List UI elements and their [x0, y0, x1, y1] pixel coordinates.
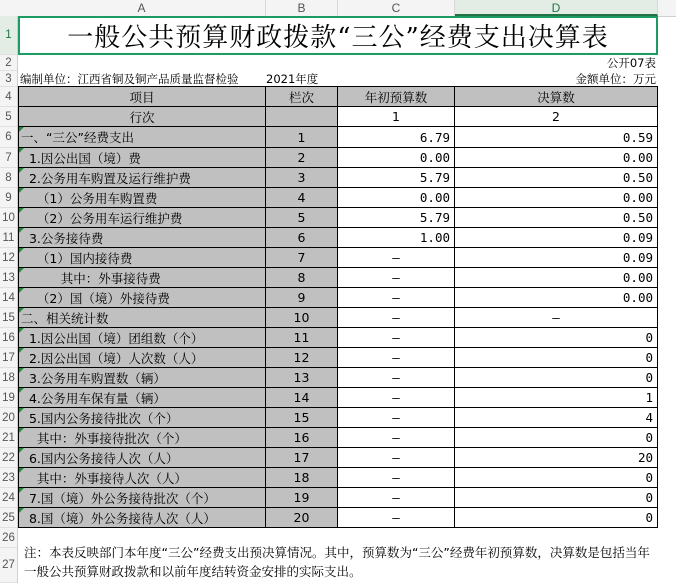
budget-value[interactable]: – [338, 248, 455, 268]
row-number[interactable]: 11 [266, 328, 338, 348]
table-note[interactable]: 注：本表反映部门本年度“三公”经费支出预决算情况。其中，预算数为“三公”经费年初预算数，决算数是包括当年一般公共预算财政拨款和以前年度结转资金安排的实际支出。 [24, 545, 650, 579]
row-header-20[interactable]: 20 [0, 408, 17, 428]
row-number[interactable]: 4 [266, 188, 338, 208]
item-label[interactable]: 2.公务用车购置及运行维护费 [18, 168, 266, 188]
row-header-5[interactable]: 5 [0, 107, 17, 127]
item-label[interactable]: 5.国内公务接待批次（个） [18, 408, 266, 428]
row-number[interactable]: 6 [266, 228, 338, 248]
final-value[interactable]: 0.50 [455, 208, 658, 228]
budget-value[interactable]: – [338, 288, 455, 308]
budget-value[interactable]: – [338, 448, 455, 468]
row-number[interactable]: 16 [266, 428, 338, 448]
column-header-a[interactable]: A [18, 0, 266, 16]
header-final[interactable]: 决算数 [455, 87, 658, 107]
row-header-6[interactable]: 6 [0, 127, 17, 148]
item-label[interactable]: 3.公务接待费 [18, 228, 266, 248]
item-label[interactable]: （2）国（境）外接待费 [18, 288, 266, 308]
final-value[interactable]: 0.59 [455, 127, 658, 148]
final-value[interactable]: 0.00 [455, 148, 658, 168]
budget-value[interactable]: – [338, 488, 455, 508]
final-value[interactable]: 0.00 [455, 268, 658, 288]
row-number[interactable]: 12 [266, 348, 338, 368]
header-line-label[interactable]: 行次 [18, 107, 266, 127]
final-value[interactable]: 0.00 [455, 288, 658, 308]
budget-value[interactable]: – [338, 508, 455, 528]
budget-value[interactable]: – [338, 268, 455, 288]
final-value[interactable]: 4 [455, 408, 658, 428]
row-header-9[interactable]: 9 [0, 188, 17, 208]
item-label[interactable]: 其中：外事接待人次（人） [18, 468, 266, 488]
cell-grid [18, 16, 676, 583]
item-label[interactable]: 2.因公出国（境）人次数（人） [18, 348, 266, 368]
header-row-no[interactable]: 栏次 [266, 87, 338, 107]
row-header-8[interactable]: 8 [0, 168, 17, 188]
row-header-13[interactable]: 13 [0, 268, 17, 288]
row-header-12[interactable]: 12 [0, 248, 17, 268]
row-number[interactable]: 7 [266, 248, 338, 268]
row-header-7[interactable]: 7 [0, 148, 17, 168]
budget-value[interactable]: 0.00 [338, 188, 455, 208]
budget-value[interactable]: – [338, 388, 455, 408]
item-label[interactable]: 其中：外事接待费 [18, 268, 266, 288]
row-header-19[interactable]: 19 [0, 388, 17, 408]
row-header-24[interactable]: 24 [0, 488, 17, 508]
final-value[interactable]: – [455, 308, 658, 328]
final-value[interactable]: 0 [455, 508, 658, 528]
final-value[interactable]: 0.09 [455, 228, 658, 248]
item-label[interactable]: 8.国（境）外公务接待人次（人） [18, 508, 266, 528]
column-header-b[interactable]: B [266, 0, 338, 16]
final-value[interactable]: 0.00 [455, 188, 658, 208]
row-number[interactable]: 17 [266, 448, 338, 468]
item-label[interactable]: 3.公务用车购置数（辆） [18, 368, 266, 388]
row-header-15[interactable]: 15 [0, 308, 17, 328]
final-value[interactable]: 0.09 [455, 248, 658, 268]
item-label[interactable]: 1.因公出国（境）团组数（个） [18, 328, 266, 348]
budget-value[interactable]: – [338, 468, 455, 488]
item-label[interactable]: 1.因公出国（境）费 [18, 148, 266, 168]
report-year[interactable]: 2021年度 [266, 72, 319, 86]
header-final-col-no[interactable]: 2 [455, 107, 658, 127]
row-header-4[interactable]: 4 [0, 87, 17, 107]
row-header-10[interactable]: 10 [0, 208, 17, 228]
row-number[interactable]: 8 [266, 268, 338, 288]
budget-value[interactable]: 5.79 [338, 168, 455, 188]
header-item[interactable]: 项目 [18, 87, 266, 107]
row-number[interactable]: 15 [266, 408, 338, 428]
row-number[interactable]: 3 [266, 168, 338, 188]
row-number[interactable]: 20 [266, 508, 338, 528]
budget-value[interactable]: 1.00 [338, 228, 455, 248]
row-number[interactable]: 19 [266, 488, 338, 508]
final-value[interactable]: 0 [455, 328, 658, 348]
final-value[interactable]: 0.50 [455, 168, 658, 188]
item-label[interactable]: 7.国（境）外公务接待批次（个） [18, 488, 266, 508]
row-header-18[interactable]: 18 [0, 368, 17, 388]
row-header-22[interactable]: 22 [0, 448, 17, 468]
budget-value[interactable]: 6.79 [338, 127, 455, 148]
row-number[interactable]: 5 [266, 208, 338, 228]
row-header-2[interactable]: 2 [0, 55, 17, 71]
final-value[interactable]: 0 [455, 428, 658, 448]
header-budget-col-no[interactable]: 1 [338, 107, 455, 127]
item-label[interactable]: 6.国内公务接待人次（人） [18, 448, 266, 468]
row-number[interactable]: 10 [266, 308, 338, 328]
item-label[interactable]: 一、“三公”经费支出 [18, 127, 266, 148]
item-label[interactable]: 4.公务用车保有量（辆） [18, 388, 266, 408]
column-header-bar [0, 0, 676, 17]
row-header-25[interactable]: 25 [0, 508, 17, 528]
item-label[interactable]: （2）公务用车运行维护费 [18, 208, 266, 228]
row-number[interactable]: 2 [266, 148, 338, 168]
budget-value[interactable]: – [338, 368, 455, 388]
row-header-14[interactable]: 14 [0, 288, 17, 308]
budget-value[interactable]: 0.00 [338, 148, 455, 168]
final-value[interactable]: 20 [455, 448, 658, 468]
column-header-c[interactable]: C [338, 0, 455, 16]
budget-value[interactable]: – [338, 308, 455, 328]
row-header-1[interactable]: 1 [0, 16, 17, 55]
row-header-16[interactable]: 16 [0, 328, 17, 348]
header-line-blank[interactable] [266, 107, 338, 127]
final-value[interactable]: 0 [455, 348, 658, 368]
item-label[interactable]: （1）公务用车购置费 [18, 188, 266, 208]
final-value[interactable]: 0 [455, 468, 658, 488]
row-header-26[interactable]: 26 [0, 528, 17, 548]
budget-value[interactable]: – [338, 408, 455, 428]
row-header-3[interactable]: 3 [0, 71, 17, 87]
item-label[interactable]: 二、相关统计数 [18, 308, 266, 328]
row-number[interactable]: 9 [266, 288, 338, 308]
item-label[interactable]: 其中：外事接待批次（个） [18, 428, 266, 448]
row-number[interactable]: 14 [266, 388, 338, 408]
final-value[interactable]: 0 [455, 368, 658, 388]
row-header-17[interactable]: 17 [0, 348, 17, 368]
column-header-d[interactable]: D [455, 0, 658, 16]
budget-value[interactable]: – [338, 428, 455, 448]
reporting-unit[interactable]: 编制单位：江西省铜及铜产品质量监督检验 [20, 72, 239, 86]
amount-unit[interactable]: 金额单位：万元 [575, 72, 656, 86]
final-value[interactable]: 0 [455, 488, 658, 508]
row-header-23[interactable]: 23 [0, 468, 17, 488]
item-label[interactable]: （1）国内接待费 [18, 248, 266, 268]
form-number[interactable]: 公开07表 [606, 56, 656, 70]
table-title-cell[interactable]: 一般公共预算财政拨款“三公”经费支出决算表 [18, 16, 658, 55]
budget-value[interactable]: – [338, 348, 455, 368]
row-header-21[interactable]: 21 [0, 428, 17, 448]
row-header-bar [0, 16, 18, 583]
budget-value[interactable]: 5.79 [338, 208, 455, 228]
row-header-11[interactable]: 11 [0, 228, 17, 248]
row-header-27[interactable]: 27 [0, 548, 17, 583]
row-number[interactable]: 18 [266, 468, 338, 488]
header-budget[interactable]: 年初预算数 [338, 87, 455, 107]
budget-value[interactable]: – [338, 328, 455, 348]
row-number[interactable]: 1 [266, 127, 338, 148]
row-number[interactable]: 13 [266, 368, 338, 388]
final-value[interactable]: 1 [455, 388, 658, 408]
